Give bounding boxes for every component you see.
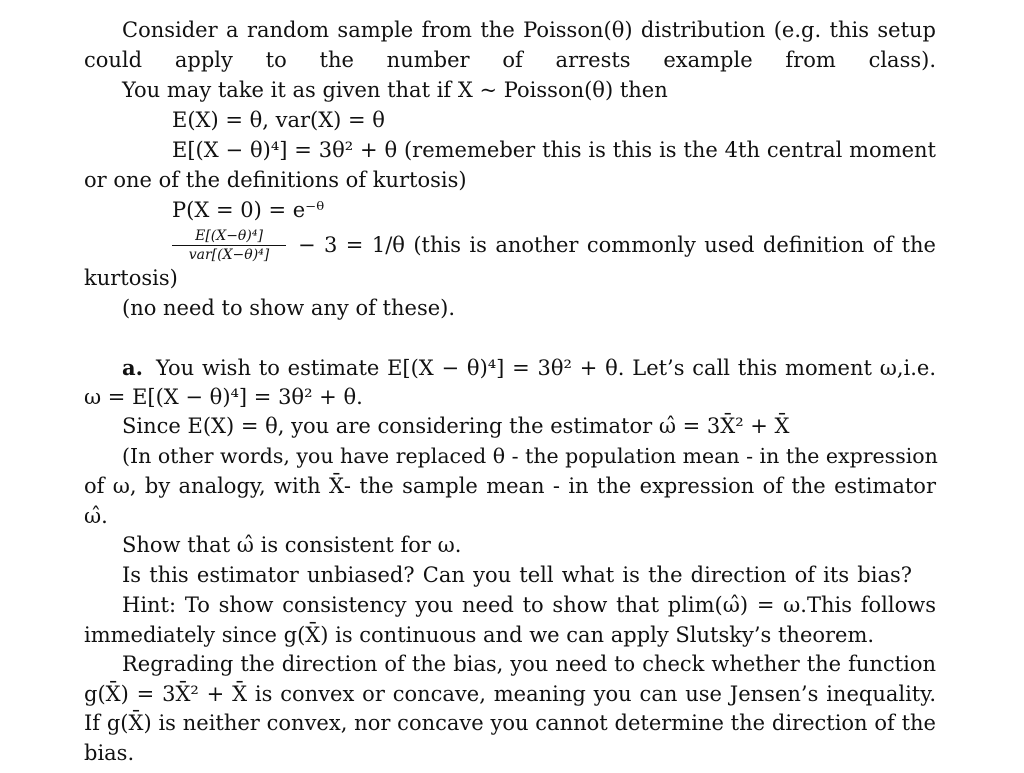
text-line-2: could apply to the number of arrests example from class). — [84, 48, 936, 72]
text-line-20: immediately since g(X̄) is continuous and we can apply Slutsky’s theorem. — [84, 623, 875, 647]
text-line-12: ω = E[(X − θ)⁴] = 3θ² + θ. — [84, 385, 363, 409]
text-line-15: of ω, by analogy, with X̄- the sample mean - in the expression of the estimator — [84, 474, 936, 498]
fraction-bar — [172, 245, 286, 246]
fraction-denominator: var[(X−θ)⁴] — [188, 247, 270, 263]
text-line-6: or one of the definitions of kurtosis) — [84, 168, 467, 192]
text-line-10: (no need to show any of these). — [122, 296, 456, 320]
text-line-14: (In other words, you have replaced θ - the population mean - in the expression — [122, 444, 938, 468]
text-line-21: Regrading the direction of the bias, you need to check whether the function — [122, 652, 936, 676]
text-line-1: Consider a random sample from the Poisson(θ) distribution (e.g. this setup — [122, 18, 936, 42]
text-line-9: kurtosis) — [84, 266, 178, 290]
text-line-19: Hint: To show consistency you need to show that plim(ω̂) = ω.This follows — [122, 593, 936, 617]
part-label: a. — [122, 355, 143, 380]
fraction-numerator: E[(X−θ)⁴] — [195, 228, 263, 244]
text-line-11: You wish to estimate E[(X − θ)⁴] = 3θ² + θ. Let’s call this moment ω,i.e. — [156, 356, 936, 380]
text-line-22: g(X̄) = 3X̄² + X̄ is convex or concave, meaning you can use Jensen’s inequality. — [84, 682, 936, 706]
text-line-13: Since E(X) = θ, you are considering the estimator ω̂ = 3X̄² + X̄ — [122, 414, 790, 438]
text-line-23: If g(X̄) is neither convex, nor concave you cannot determine the direction of the — [84, 711, 936, 735]
text-line-4: E(X) = θ, var(X) = θ — [172, 108, 385, 132]
text-line-17: Show that ω̂ is consistent for ω. — [122, 533, 462, 557]
text-line-3: You may take it as given that if X ~ Poisson(θ) then — [122, 78, 668, 102]
text-line-8: − 3 = 1/θ (this is another commonly used definition of the — [298, 233, 936, 257]
text-line-18: Is this estimator unbiased? Can you tell what is the direction of its bias? — [122, 563, 912, 587]
text-line-16: ω̂. — [84, 504, 108, 528]
text-line-7: P(X = 0) = e⁻ᶿ — [172, 198, 325, 222]
kurtosis-fraction — [172, 228, 286, 263]
text-line-5: E[(X − θ)⁴] = 3θ² + θ (rememeber this is this is the 4th central moment — [172, 138, 936, 162]
text-line-24: bias. — [84, 741, 135, 765]
